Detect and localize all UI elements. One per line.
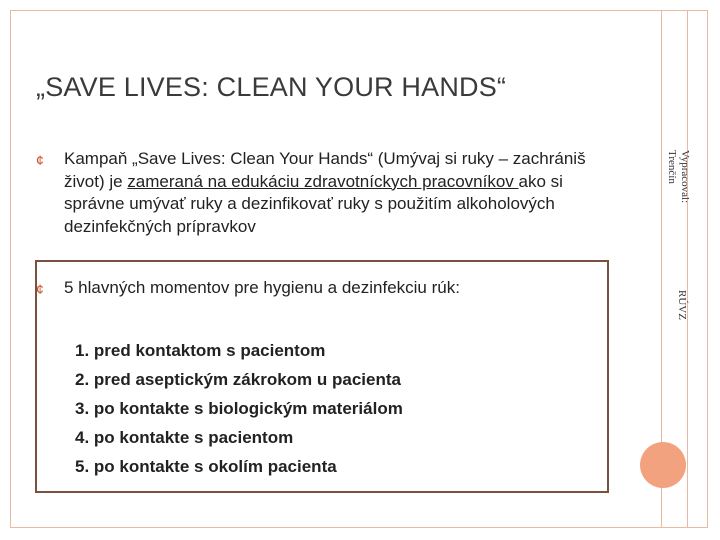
list-item: 2. pred aseptickým zákrokom u pacienta <box>75 370 401 389</box>
list-item: 5. po kontakte s okolím pacienta <box>75 457 337 476</box>
side-label <box>661 150 691 320</box>
side-label-org: RÚVZ <box>676 290 688 320</box>
bullet-icon: ¢ <box>36 281 44 297</box>
campaign-text-end: ako si správne umývať ruky a dezinfikovať ruky s použitím alkoholových dezinfekčných prípravkov <box>64 171 563 236</box>
list-item: 4. po kontakte s pacientom <box>75 428 294 447</box>
side-label-city: Trenčín <box>666 150 678 184</box>
slide-title: „SAVE LIVES: CLEAN YOUR HANDS“ <box>36 72 507 102</box>
side-label-author: Vypracoval: <box>679 150 691 204</box>
list-item: 3. po kontakte s biologickým materiálom <box>75 399 403 418</box>
bullet-icon: ¢ <box>36 152 44 168</box>
moments-heading: 5 hlavných momentov pre hygienu a dezinfekciu rúk: <box>64 278 460 297</box>
moments-list <box>75 336 403 481</box>
campaign-text-start: Kampaň „Save Lives: Clean Your Hands“ (Umývaj si ruky – zachrániš život) je <box>64 149 586 191</box>
campaign-paragraph <box>64 148 616 238</box>
decorative-circle <box>640 442 686 488</box>
campaign-text-underlined: zameraná na edukáciu zdravotníckych pracovníkov <box>127 171 519 191</box>
list-item: 1. pred kontaktom s pacientom <box>75 341 326 360</box>
